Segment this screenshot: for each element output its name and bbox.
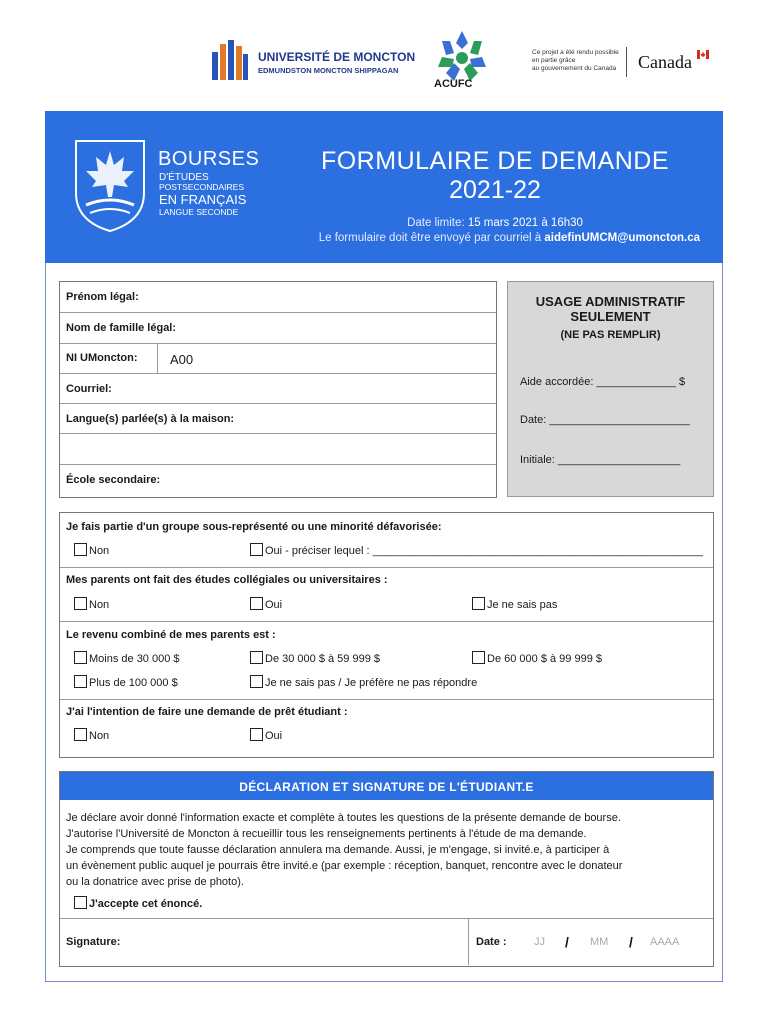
aid-granted-line: Aide accordée: _____________ $: [520, 376, 686, 388]
divider: [60, 621, 713, 622]
program-subtitle: EN FRANÇAIS: [159, 192, 247, 207]
acufc-label: ACUFC: [434, 78, 473, 90]
declaration-text: ou la donatrice avec prise de photo).: [66, 876, 244, 888]
minority-no-option[interactable]: Non: [74, 543, 109, 557]
signature-row: [60, 918, 713, 965]
submission-email: Le formulaire doit être envoyé par courriel à aidefinUMCM@umoncton.ca: [318, 232, 700, 244]
questions-box: [59, 512, 714, 758]
income-option-1[interactable]: Moins de 30 000 $: [74, 651, 180, 665]
email-field[interactable]: [60, 373, 496, 404]
month-input[interactable]: MM: [590, 936, 609, 948]
income-option-2[interactable]: De 30 000 $ à 59 999 $: [250, 651, 380, 665]
question-parents-education: Mes parents ont fait des études collégiales ou universitaires :: [66, 574, 388, 586]
deadline: Date limite: 15 mars 2021 à 16h30: [407, 217, 583, 229]
checkbox[interactable]: [74, 675, 87, 688]
declaration-text: J'autorise l'Université de Moncton à recueillir tous les renseignements pertinents à l'étude de ma demande.: [66, 828, 587, 840]
checkbox[interactable]: [250, 651, 263, 664]
languages-field-extra[interactable]: [60, 433, 496, 465]
ni-value: A00: [170, 352, 194, 367]
question-minority: Je fais partie d'un groupe sous-représenté ou une minorité défavorisée:: [66, 521, 442, 533]
checkbox[interactable]: [472, 651, 485, 664]
school-field[interactable]: [60, 464, 496, 496]
date-separator: /: [629, 934, 633, 950]
divider: [468, 919, 469, 965]
checkbox[interactable]: [74, 651, 87, 664]
checkbox[interactable]: [472, 597, 485, 610]
checkbox[interactable]: [250, 597, 263, 610]
declaration-text: Je déclare avoir donné l'information exacte et complète à toutes les questions de la présente demande de bourse.: [66, 812, 621, 824]
checkbox[interactable]: [74, 597, 87, 610]
um-campuses: EDMUNDSTON MONCTON SHIPPAGAN: [258, 66, 399, 75]
admin-use-box: [507, 281, 714, 497]
ni-field[interactable]: [60, 343, 496, 374]
parents-ed-no-option[interactable]: Non: [74, 597, 109, 611]
checkbox[interactable]: [74, 543, 87, 556]
initial-line: Initiale: ____________________: [520, 454, 681, 466]
date-label: Date :: [476, 936, 507, 948]
divider: [60, 567, 713, 568]
canada-wordmark: Canada: [638, 52, 692, 72]
declaration-section: [59, 771, 714, 967]
parents-ed-yes-option[interactable]: Oui: [250, 597, 282, 611]
parents-ed-unknown-option[interactable]: Je ne sais pas: [472, 597, 557, 611]
question-student-loan: J'ai l'intention de faire une demande de prêt étudiant :: [66, 706, 348, 718]
form-title: FORMULAIRE DE DEMANDE: [320, 147, 670, 175]
last-name-field[interactable]: [60, 312, 496, 344]
languages-field[interactable]: [60, 403, 496, 434]
field-label: Nom de famille légal:: [66, 322, 177, 334]
checkbox[interactable]: [74, 896, 87, 909]
income-option-5[interactable]: Je ne sais pas / Je préfère ne pas répondre: [250, 675, 477, 689]
question-income: Le revenu combiné de mes parents est :: [66, 629, 276, 641]
loan-yes-option[interactable]: Oui: [250, 728, 282, 742]
income-option-4[interactable]: Plus de 100 000 $: [74, 675, 178, 689]
admin-title: SEULEMENT: [570, 309, 651, 324]
maple-leaf-shield-icon: [72, 135, 148, 235]
checkbox[interactable]: [74, 728, 87, 741]
checkbox[interactable]: [250, 728, 263, 741]
first-name-field[interactable]: [60, 282, 496, 313]
declaration-text: un évènement public auquel je pourrais être invité.e (par exemple : réception, banquet, rencontre avec le donateur: [66, 860, 623, 872]
accept-statement-checkbox[interactable]: J'accepte cet énoncé.: [74, 896, 202, 910]
canada-funding-note: Ce projet a été rendu possible en partie grâce au gouvernement du Canada: [532, 49, 619, 72]
email-link[interactable]: aidefinUMCM@umoncton.ca: [544, 232, 700, 244]
field-label: Courriel:: [66, 383, 112, 395]
field-label: École secondaire:: [66, 474, 161, 486]
program-subtitle: POSTSECONDAIRES: [159, 182, 245, 192]
declaration-title: DÉCLARATION ET SIGNATURE DE L'ÉTUDIANT.E: [239, 780, 534, 794]
checkbox[interactable]: [250, 675, 263, 688]
loan-no-option[interactable]: Non: [74, 728, 109, 742]
declaration-text: Je comprends que toute fausse déclaration annulera ma demande. Aussi, je m'engage, si invité.e, à participer à: [66, 844, 610, 856]
program-subtitle: LANGUE SECONDE: [159, 207, 239, 217]
checkbox[interactable]: [250, 543, 263, 556]
field-label: Prénom légal:: [66, 291, 139, 303]
admin-date-line: Date: _______________________: [520, 414, 691, 426]
minority-yes-option[interactable]: Oui - préciser lequel : ______________________________________________________: [250, 543, 703, 557]
signature-label: Signature:: [66, 936, 121, 948]
form-year: 2021-22: [449, 176, 541, 204]
divider: [626, 47, 627, 77]
program-subtitle: D'ÉTUDES: [159, 172, 209, 183]
year-input[interactable]: AAAA: [650, 936, 680, 948]
field-label: NI UMoncton:: [66, 352, 138, 364]
identity-table: [59, 281, 497, 498]
universite-de-moncton-logo: [210, 38, 416, 84]
program-name: BOURSES: [158, 148, 260, 170]
divider: [60, 699, 713, 700]
income-option-3[interactable]: De 60 000 $ à 99 999 $: [472, 651, 602, 665]
field-label: Langue(s) parlée(s) à la maison:: [66, 413, 235, 425]
um-name: UNIVERSITÉ DE MONCTON: [258, 50, 416, 64]
admin-title: USAGE ADMINISTRATIF: [535, 294, 686, 309]
canada-flag-icon: [697, 50, 709, 59]
moncton-bars-icon: [210, 38, 250, 82]
admin-subtitle: (NE PAS REMPLIR): [560, 329, 661, 341]
day-input[interactable]: JJ: [534, 936, 545, 948]
date-separator: /: [565, 934, 569, 950]
